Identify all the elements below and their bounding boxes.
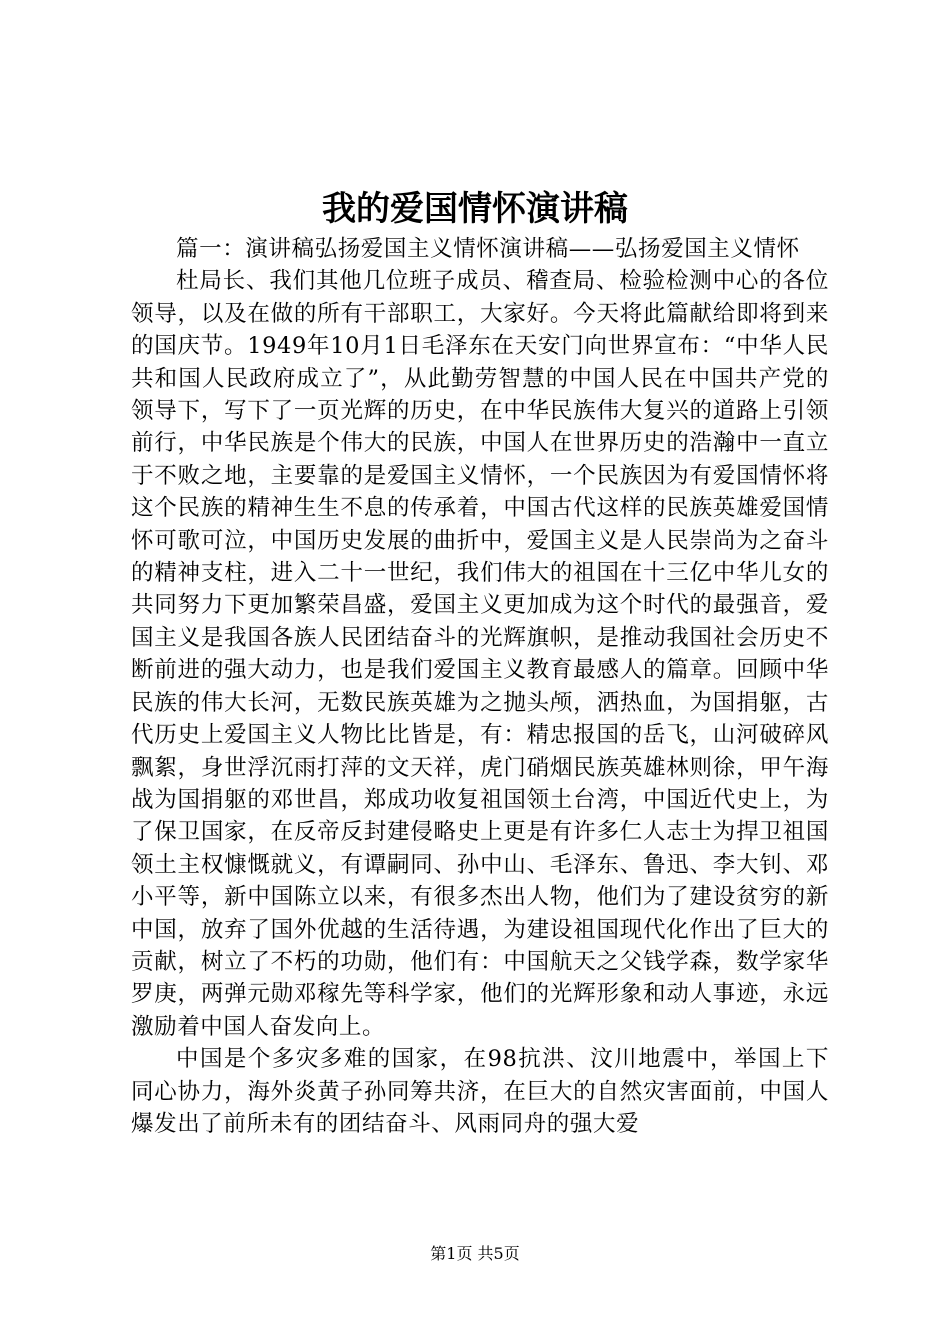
page-number-footer: 第1页 共5页 <box>430 1244 520 1263</box>
paragraph-section-heading: 篇一：演讲稿弘扬爱国主义情怀演讲稿——弘扬爱国主义情怀 <box>176 236 800 262</box>
document-body <box>131 233 829 1140</box>
document-title: 我的爱国情怀演讲稿 <box>322 189 628 229</box>
paragraph-body-2: 中国是个多灾多难的国家，在98抗洪、汶川地震中，举国上下同心协力，海外炎黄子孙同筹共济，在巨大的自然灾害面前，中国人爆发出了前所未有的团结奋斗、风雨同舟的强大爱 <box>131 1046 829 1137</box>
paragraph-body-1: 杜局长、我们其他几位班子成员、稽查局、检验检测中心的各位领导，以及在做的所有干部职工，大家好。今天将此篇献给即将到来的国庆节。1949年10月1日毛泽东在天安门向世界宣布：“中华人民共和国人民政府成立了”，从此勤劳智慧的中国人民在中国共产党的领导下，写下了一页光辉的历史，在中华民族伟大复兴的道路上引领前行，中华民族是个伟大的民族，中国人在世界历史的浩瀚中一直立于不败之地，主要靠的是爱国主义情怀，一个民族因为有爱国情怀将这个民族的精神生生不息的传承着，中国古代这样的民族英雄爱国情怀可歌可泣，中国历史发展的曲折中，爱国主义是人民崇尚为之奋斗的精神支柱，进入二十一世纪，我们伟大的祖国在十三亿中华儿女的共同努力下更加繁荣昌盛，爱国主义更加成为这个时代的最强音，爱国主义是我国各族人民团结奋斗的光辉旗帜，是推动我国社会历史不断前进的强大动力，也是我们爱国主义教育最感人的篇章。回顾中华民族的伟大长河，无数民族英雄为之抛头颅，洒热血，为国捐躯，古代历史上爱国主义人物比比皆是，有：精忠报国的岳飞，山河破碎风飘絮，身世浮沉雨打萍的文天祥，虎门硝烟民族英雄林则徐，甲午海战为国捐躯的邓世昌，郑成功收复祖国领土台湾，中国近代史上，为了保卫国家，在反帝反封建侵略史上更是有许多仁人志士为捍卫祖国领土主权慷慨就义，有谭嗣同、孙中山、毛泽东、鲁迅、李大钊、邓小平等，新中国陈立以来，有很多杰出人物，他们为了建设贫穷的新中国，放弃了国外优越的生活待遇，为建设祖国现代化作出了巨大的贡献，树立了不朽的功勋，他们有：中国航天之父钱学森，数学家华罗庚，两弹元勋邓稼先等科学家，他们的光辉形象和动人事迹，永远激励着中国人奋发向上。 <box>131 268 829 1040</box>
